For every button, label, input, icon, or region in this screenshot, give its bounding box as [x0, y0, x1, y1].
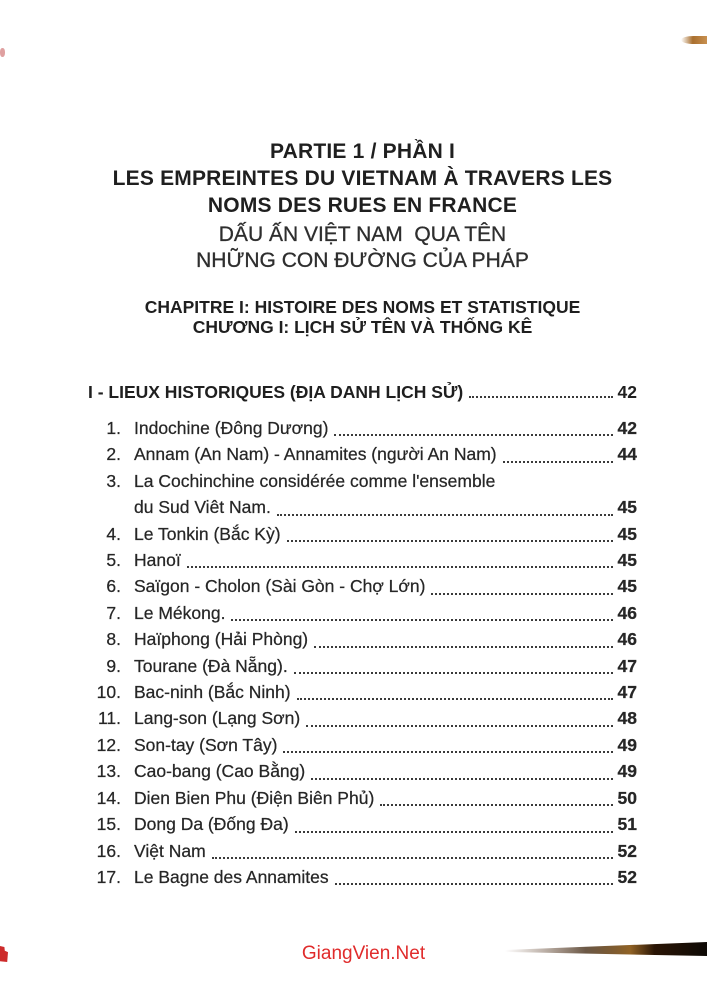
toc-item	[88, 653, 637, 679]
toc-dot-leader	[212, 838, 613, 859]
toc-item-title: La Cochinchine considérée comme l'ensemble	[134, 470, 496, 491]
toc-item-number: 3.	[106, 470, 121, 491]
toc-item-title: Saïgon - Cholon (Sài Gòn - Chợ Lớn)	[134, 576, 426, 597]
toc-item	[88, 679, 637, 705]
toc-dot-leader	[287, 521, 613, 542]
toc-dot-leader	[314, 626, 613, 647]
toc-section-label: I - LIEUX HISTORIQUES (ĐỊA DANH LỊCH SỬ)	[88, 382, 464, 402]
part-title-french-line2: NOMS DES RUES EN FRANCE	[207, 194, 518, 217]
toc-item-page: 52	[617, 840, 637, 861]
scan-streak-top-right	[681, 36, 707, 44]
toc-dot-leader	[380, 785, 613, 806]
toc-item-page: 47	[617, 655, 637, 676]
toc-item-title: Son-tay (Sơn Tây)	[134, 734, 278, 755]
scan-speck-bottom-left	[0, 946, 8, 962]
toc-item-page: 49	[617, 734, 637, 755]
toc-item-number: 1.	[106, 418, 121, 438]
toc-item-number: 14.	[96, 787, 121, 808]
toc-section-page: 42	[617, 382, 637, 402]
toc-dot-leader	[297, 679, 613, 700]
toc-item	[88, 468, 637, 494]
toc-item	[88, 705, 637, 731]
toc-item-page: 44	[617, 444, 637, 465]
toc-item-page: 42	[617, 418, 637, 438]
toc-item	[88, 811, 637, 837]
toc-item-number: 7.	[106, 602, 121, 623]
toc-dot-leader	[431, 573, 613, 594]
toc-item	[88, 573, 637, 599]
toc-list	[88, 415, 637, 890]
toc-dot-leader	[334, 415, 613, 436]
toc-item-number: 15.	[96, 814, 121, 835]
toc-item-title: Tourane (Đà Nẵng).	[134, 655, 288, 676]
toc-item-title: Cao-bang (Cao Bằng)	[134, 761, 306, 782]
toc-item-page: 46	[617, 629, 637, 650]
toc-item-number: 2.	[106, 444, 121, 465]
toc-item	[88, 547, 637, 573]
toc-item	[88, 864, 637, 890]
toc-item-page: 45	[617, 576, 637, 597]
toc-item	[88, 838, 637, 864]
toc-item	[88, 494, 637, 520]
toc-item-number: 10.	[96, 682, 121, 703]
toc-item-page: 50	[617, 787, 637, 808]
toc-section-heading	[88, 381, 637, 403]
toc-page	[88, 138, 637, 890]
toc-item-title: Le Bagne des Annamites	[134, 866, 329, 887]
toc-item-page: 47	[617, 682, 637, 703]
part-title-vietnamese-line2: NHỮNG CON ĐƯỜNG CỦA PHÁP	[196, 249, 529, 272]
toc-item-title: Dien Bien Phu (Điện Biên Phủ)	[134, 787, 375, 808]
toc-item-title: Le Tonkin (Bắc Kỳ)	[134, 523, 281, 544]
toc-dot-leader	[187, 547, 613, 568]
toc-item	[88, 758, 637, 784]
toc-item-page: 48	[617, 708, 637, 729]
toc-item-title: Hanoï	[134, 550, 181, 571]
toc-item-title: Bac-ninh (Bắc Ninh)	[134, 682, 291, 703]
watermark-text: GiangVien.Net	[301, 943, 426, 964]
toc-item-number: 6.	[106, 576, 121, 597]
toc-item	[88, 785, 637, 811]
toc-dot-leader	[231, 600, 613, 621]
toc-item	[88, 626, 637, 652]
toc-item	[88, 600, 637, 626]
part-title: PARTIE 1 / PHẦN I	[269, 140, 456, 163]
toc-item-title: du Sud Viêt Nam.	[134, 497, 271, 518]
toc-item-page: 51	[617, 814, 637, 835]
toc-dot-leader	[283, 732, 613, 753]
toc-item-page: 45	[617, 523, 637, 544]
toc-item-title: Le Mékong.	[134, 602, 226, 623]
toc-item-number: 4.	[106, 523, 121, 544]
toc-dot-leader	[335, 864, 613, 885]
toc-item	[88, 415, 637, 441]
chapter-title-french: CHAPITRE I: HISTOIRE DES NOMS ET STATISTIQUE	[144, 297, 581, 317]
toc-item-number: 5.	[106, 550, 121, 571]
toc-item-number: 11.	[97, 708, 121, 729]
toc-item-page: 46	[617, 602, 637, 623]
toc-item-number	[88, 494, 134, 520]
toc-item-number: 12.	[96, 734, 121, 755]
toc-dot-leader	[503, 441, 613, 462]
toc-dot-leader	[277, 494, 613, 515]
toc-item-title: Dong Da (Đống Đa)	[134, 814, 289, 835]
toc-item	[88, 441, 637, 467]
toc-dot-leader	[469, 381, 613, 398]
toc-item-page: 45	[617, 497, 637, 518]
toc-item-page: 45	[617, 550, 637, 571]
toc-item-number: 8.	[106, 629, 121, 650]
toc-item-title: Indochine (Đông Dương)	[134, 418, 329, 438]
toc-item-page: 49	[617, 761, 637, 782]
toc-item-title: Annam (An Nam) - Annamites (người An Nam)	[134, 444, 497, 465]
toc-item	[88, 521, 637, 547]
toc-dot-leader	[306, 705, 613, 726]
part-title-french-line1: LES EMPREINTES DU VIETNAM À TRAVERS LES	[112, 167, 613, 190]
toc-item	[88, 732, 637, 758]
toc-item-title: Lang-son (Lạng Sơn)	[134, 708, 301, 729]
scan-speck-top-left	[0, 48, 5, 57]
toc-dot-leader	[294, 653, 613, 674]
toc-item-number: 9.	[106, 655, 121, 676]
toc-dot-leader	[295, 811, 613, 832]
toc-item-title: Haïphong (Hải Phòng)	[134, 629, 309, 650]
toc-item-number: 17.	[96, 866, 121, 887]
toc-item-title: Việt Nam	[134, 840, 206, 861]
toc-dot-leader	[311, 758, 613, 779]
toc-item-number: 16.	[96, 840, 121, 861]
part-title-vietnamese-line1: DẤU ẤN VIỆT NAM QUA TÊN	[218, 223, 507, 246]
chapter-title-vietnamese: CHƯƠNG I: LỊCH SỬ TÊN VÀ THỐNG KÊ	[192, 317, 533, 337]
toc-item-page: 52	[617, 866, 637, 887]
toc-item-number: 13.	[96, 761, 121, 782]
